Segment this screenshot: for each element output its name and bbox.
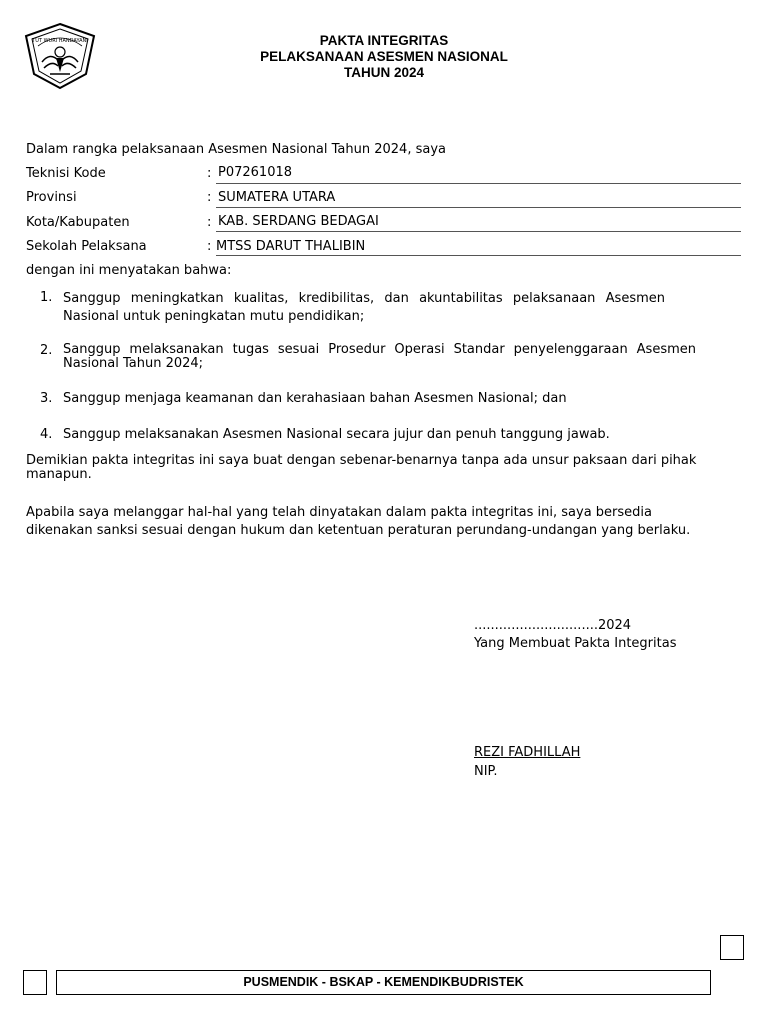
list-item-number: 1. (40, 290, 53, 305)
signature-date: ..............................2024 (474, 618, 632, 633)
list-item-number: 2. (40, 343, 53, 358)
signature-role: Yang Membuat Pakta Integritas (474, 636, 677, 651)
footer-banner: PUSMENDIK - BSKAP - KEMENDIKBUDRISTEK (56, 970, 711, 995)
field-underline (216, 183, 741, 184)
field-value-provinsi: SUMATERA UTARA (218, 190, 336, 205)
statement-intro: dengan ini menyatakan bahwa: (26, 263, 232, 278)
list-item-text: Sanggup menjaga keamanan dan kerahasiaan bahan Asesmen Nasional; dan (63, 391, 567, 406)
field-colon: : (207, 215, 212, 230)
list-item-text: Sanggup melaksanakan Asesmen Nasional secara jujur dan penuh tanggung jawab. (63, 427, 610, 442)
field-value-kota-kabupaten: KAB. SERDANG BEDAGAI (218, 214, 379, 229)
field-value-sekolah-pelaksana: MTSS DARUT THALIBIN (216, 239, 366, 254)
list-item-number: 4. (40, 427, 53, 442)
field-underline (216, 207, 741, 208)
field-underline (216, 255, 741, 256)
field-colon: : (207, 239, 212, 254)
field-label-teknisi-kode: Teknisi Kode (26, 166, 106, 181)
list-item-text: Sanggup meningkatkan kualitas, kredibilitas, dan akuntabilitas pelaksanaan Asesmen Nasional untuk peningkatan mutu pendidikan; (63, 291, 665, 324)
corner-marker-box (23, 970, 47, 995)
title-line-3: TAHUN 2024 (343, 65, 425, 80)
closing-paragraph-1: Demikian pakta integritas ini saya buat dengan sebenar-benarnya tanpa ada unsur paksaan dari pihak manapun. (26, 453, 697, 482)
corner-marker-box (720, 935, 744, 960)
list-item-text: Sanggup melaksanakan tugas sesuai Prosedur Operasi Standar penyelenggaraan Asesmen Nasional Tahun 2024; (63, 342, 696, 371)
field-label-provinsi: Provinsi (26, 190, 77, 205)
field-value-teknisi-kode: P07261018 (218, 165, 293, 180)
field-colon: : (207, 190, 212, 205)
signer-nip: NIP. (474, 764, 498, 779)
field-colon: : (207, 166, 212, 181)
title-line-2: PELAKSANAAN ASESMEN NASIONAL (260, 49, 508, 64)
title-line-1: PAKTA INTEGRITAS (319, 33, 449, 48)
closing-paragraph-2: Apabila saya melanggar hal-hal yang telah dinyatakan dalam pakta integritas ini, saya bersedia dikenakan sanksi sesuai dengan hukum dan ketentuan peraturan perundang-undangan yang berlaku. (26, 505, 691, 538)
field-label-sekolah-pelaksana: Sekolah Pelaksana (26, 239, 147, 254)
list-item-number: 3. (40, 391, 53, 406)
intro-text: Dalam rangka pelaksanaan Asesmen Nasional Tahun 2024, saya (26, 142, 446, 157)
field-underline (216, 231, 741, 232)
svg-text:TUT WURI HANDAYANI: TUT WURI HANDAYANI (32, 38, 88, 44)
signer-name: REZI FADHILLAH (474, 745, 581, 760)
field-label-kota-kabupaten: Kota/Kabupaten (26, 215, 130, 230)
